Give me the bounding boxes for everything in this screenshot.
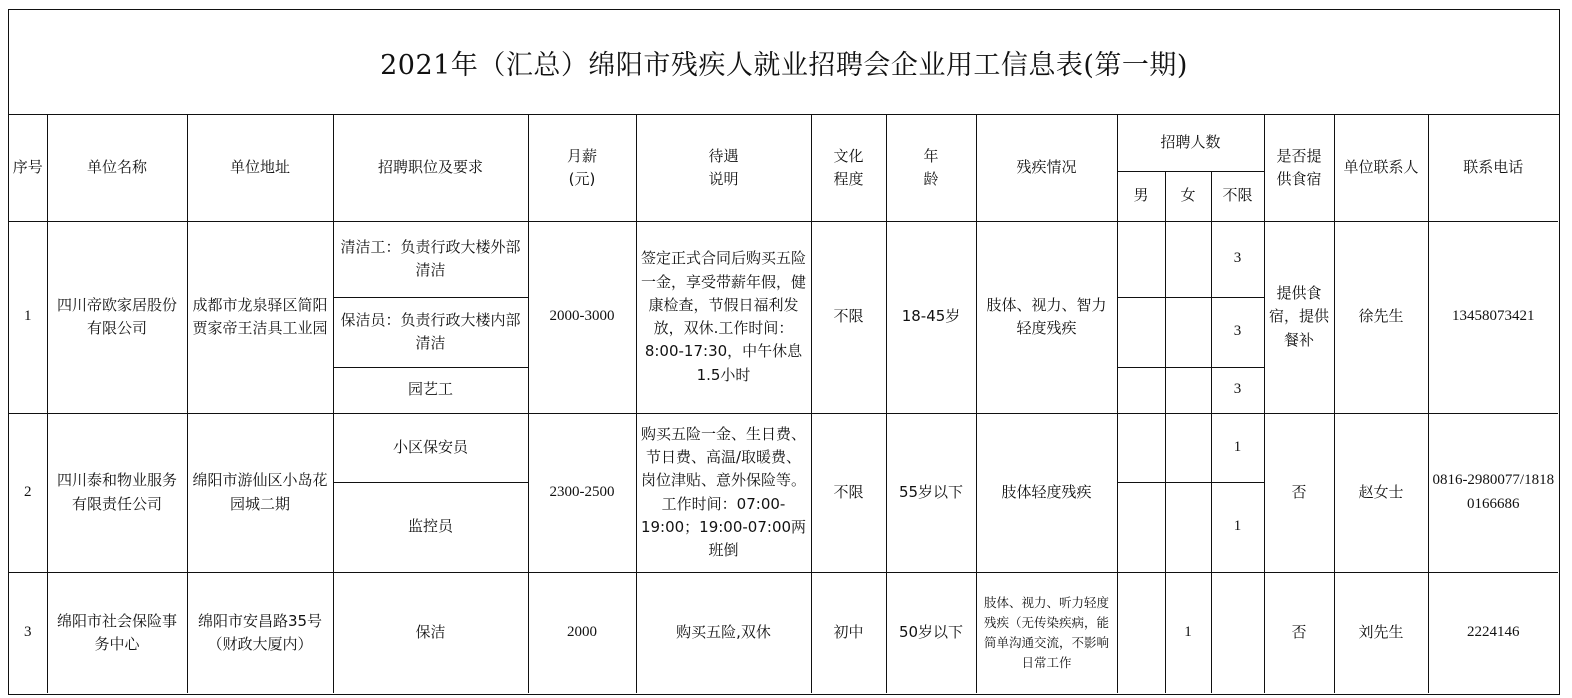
row-contact: 赵女士	[1334, 413, 1428, 572]
header-phone: 联系电话	[1428, 115, 1558, 221]
row-position: 清洁工：负责行政大楼外部清洁	[333, 221, 528, 297]
header-lodging: 是否提 供食宿	[1264, 115, 1334, 221]
header-count: 招聘人数	[1117, 115, 1264, 171]
row-benefits: 购买五险一金、生日费、节日费、高温/取暖费、岗位津贴、意外保险等。工作时间：07:00-19:00；19:00-07:00两班倒	[636, 413, 811, 572]
row-position: 保洁员：负责行政大楼内部清洁	[333, 297, 528, 367]
row-address: 绵阳市安昌路35号（财政大厦内）	[187, 572, 333, 693]
row-education: 不限	[811, 221, 886, 413]
row-salary: 2000	[528, 572, 636, 693]
row-benefits: 购买五险,双休	[636, 572, 811, 693]
row-age: 18-45岁	[886, 221, 976, 413]
row-phone: 2224146	[1428, 572, 1558, 693]
header-address: 单位地址	[187, 115, 333, 221]
row-female-count: 1	[1165, 572, 1211, 693]
header-contact: 单位联系人	[1334, 115, 1428, 221]
row-male-count	[1117, 297, 1165, 367]
row-seq: 2	[9, 413, 47, 572]
header-row	[9, 115, 1558, 171]
sheet-title: 2021年（汇总）绵阳市残疾人就业招聘会企业用工信息表(第一期)	[9, 10, 1559, 115]
row-contact: 刘先生	[1334, 572, 1428, 693]
header-disability: 残疾情况	[976, 115, 1117, 221]
header-female: 女	[1165, 171, 1211, 221]
header-benefits: 待遇 说明	[636, 115, 811, 221]
row-any-count: 3	[1211, 297, 1264, 367]
row-any-count: 3	[1211, 221, 1264, 297]
row-seq: 3	[9, 572, 47, 693]
row-company: 四川帝欧家居股份有限公司	[47, 221, 187, 413]
row-salary: 2000-3000	[528, 221, 636, 413]
row-any-count: 1	[1211, 413, 1264, 482]
row-any-count: 3	[1211, 367, 1264, 413]
row-any-count	[1211, 572, 1264, 693]
row-female-count	[1165, 221, 1211, 297]
row-salary: 2300-2500	[528, 413, 636, 572]
row-disability: 肢体、视力、听力轻度残疾（无传染疾病，能简单沟通交流，不影响日常工作	[976, 572, 1117, 693]
header-seq: 序号	[9, 115, 47, 221]
row-address: 成都市龙泉驿区简阳贾家帝王洁具工业园	[187, 221, 333, 413]
row-age: 55岁以下	[886, 413, 976, 572]
row-lodging: 否	[1264, 572, 1334, 693]
row-position: 小区保安员	[333, 413, 528, 482]
header-male: 男	[1117, 171, 1165, 221]
header-age: 年 龄	[886, 115, 976, 221]
row-company: 四川泰和物业服务有限责任公司	[47, 413, 187, 572]
header-any: 不限	[1211, 171, 1264, 221]
row-lodging: 提供食宿，提供餐补	[1264, 221, 1334, 413]
row-female-count	[1165, 413, 1211, 482]
row-contact: 徐先生	[1334, 221, 1428, 413]
row-male-count	[1117, 413, 1165, 482]
header-positions: 招聘职位及要求	[333, 115, 528, 221]
row-position: 保洁	[333, 572, 528, 693]
table-row	[9, 221, 1558, 297]
row-male-count	[1117, 572, 1165, 693]
row-company: 绵阳市社会保险事务中心	[47, 572, 187, 693]
table-row	[9, 572, 1558, 693]
row-male-count	[1117, 221, 1165, 297]
row-any-count: 1	[1211, 482, 1264, 572]
row-male-count	[1117, 482, 1165, 572]
row-phone: 13458073421	[1428, 221, 1558, 413]
row-phone: 0816-2980077/18180166686	[1428, 413, 1558, 572]
recruitment-table	[9, 115, 1558, 693]
row-female-count	[1165, 367, 1211, 413]
row-position: 园艺工	[333, 367, 528, 413]
row-disability: 肢体轻度残疾	[976, 413, 1117, 572]
row-address: 绵阳市游仙区小岛花园城二期	[187, 413, 333, 572]
row-male-count	[1117, 367, 1165, 413]
row-position: 监控员	[333, 482, 528, 572]
header-education: 文化 程度	[811, 115, 886, 221]
row-benefits: 签定正式合同后购买五险一金，享受带薪年假，健康检查，节假日福利发放，双休.工作时间：8:00-17:30，中午休息1.5小时	[636, 221, 811, 413]
recruitment-info-sheet	[8, 9, 1560, 695]
row-female-count	[1165, 482, 1211, 572]
header-company: 单位名称	[47, 115, 187, 221]
row-education: 初中	[811, 572, 886, 693]
row-seq: 1	[9, 221, 47, 413]
row-age: 50岁以下	[886, 572, 976, 693]
row-lodging: 否	[1264, 413, 1334, 572]
row-disability: 肢体、视力、智力轻度残疾	[976, 221, 1117, 413]
row-education: 不限	[811, 413, 886, 572]
row-female-count	[1165, 297, 1211, 367]
table-row	[9, 413, 1558, 482]
header-salary: 月薪 (元)	[528, 115, 636, 221]
